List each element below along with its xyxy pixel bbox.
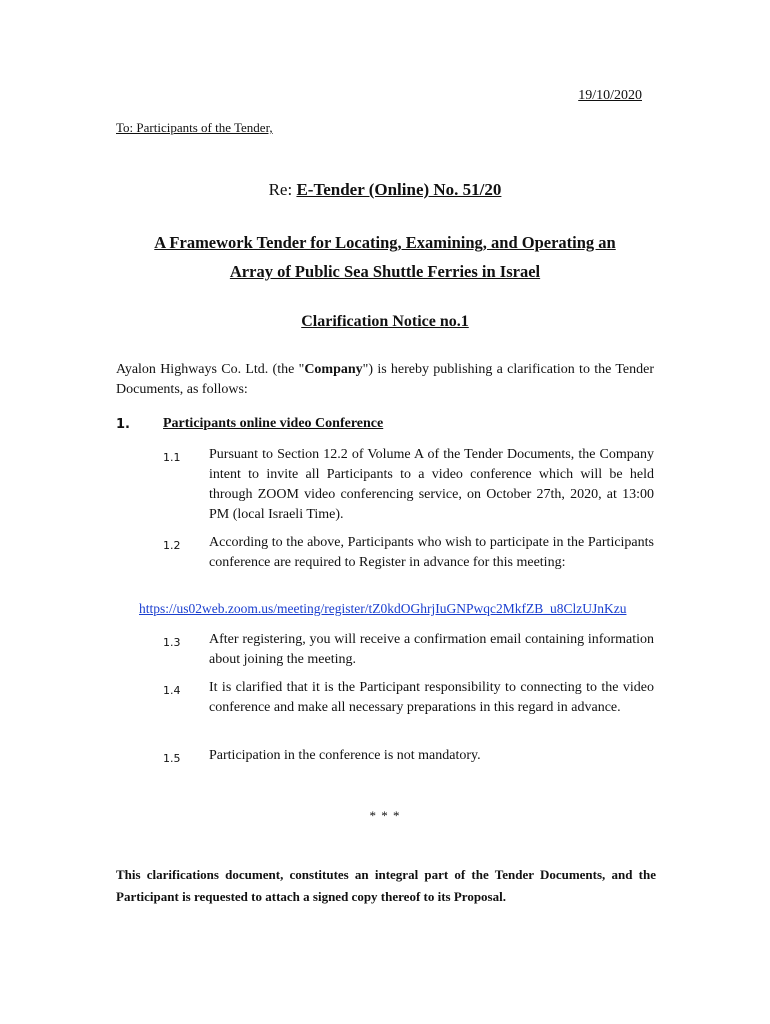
item-text: Pursuant to Section 12.2 of Volume A of the Tender Documents, the Company intent to invite all Participants to a video conference which will be held through ZOOM video conferencing service, on October 27th, 2020, at 13:00 PM (local Israeli Time). [209,447,654,522]
document-date: 19/10/2020 [578,88,642,103]
subject-prefix: Re: [268,180,297,199]
closing-statement: This clarifications document, constitutes an integral part of the Tender Documents, and the Participant is requested to attach a signed copy thereof to its Proposal. [116,867,656,904]
separator: * * * [369,808,401,823]
item-number: 1.4 [163,684,181,697]
intro-paragraph: Ayalon Highways Co. Ltd. (the "Company") is hereby publishing a clarification to the Tender Documents, as follows: [116,362,654,397]
item-text: It is clarified that it is the Participant responsibility to connecting to the video conference and make all necessary preparations in this regard in advance. [209,680,654,715]
notice-heading: Clarification Notice no.1 [301,313,469,330]
subject-line [0,180,770,200]
item-text: According to the above, Participants who wish to participate in the Participants conference are required to Register in advance for this meeting: [209,535,654,570]
item-number: 1.1 [163,451,181,464]
tender-title-line-2: Array of Public Sea Shuttle Ferries in Israel [229,262,541,281]
item-text: After registering, you will receive a confirmation email containing information about joining the meeting. [209,632,654,667]
item-text: Participation in the conference is not mandatory. [209,748,481,763]
addressee-line: To: Participants of the Tender, [116,120,273,135]
zoom-registration-link[interactable]: https://us02web.zoom.us/meeting/register/tZ0kdOGhrjIuGNPwqc2MkfZB_u8ClzUJnKzu [139,601,627,616]
section-number: 1. [116,417,130,432]
section-heading: Participants online video Conference [163,416,384,431]
item-number: 1.2 [163,539,181,552]
tender-number: E-Tender (Online) No. 51/20 [296,180,502,199]
company-term: Company [304,362,363,377]
item-number: 1.3 [163,636,181,649]
item-number: 1.5 [163,752,181,765]
tender-title-line-1: A Framework Tender for Locating, Examining, and Operating an [154,233,616,252]
